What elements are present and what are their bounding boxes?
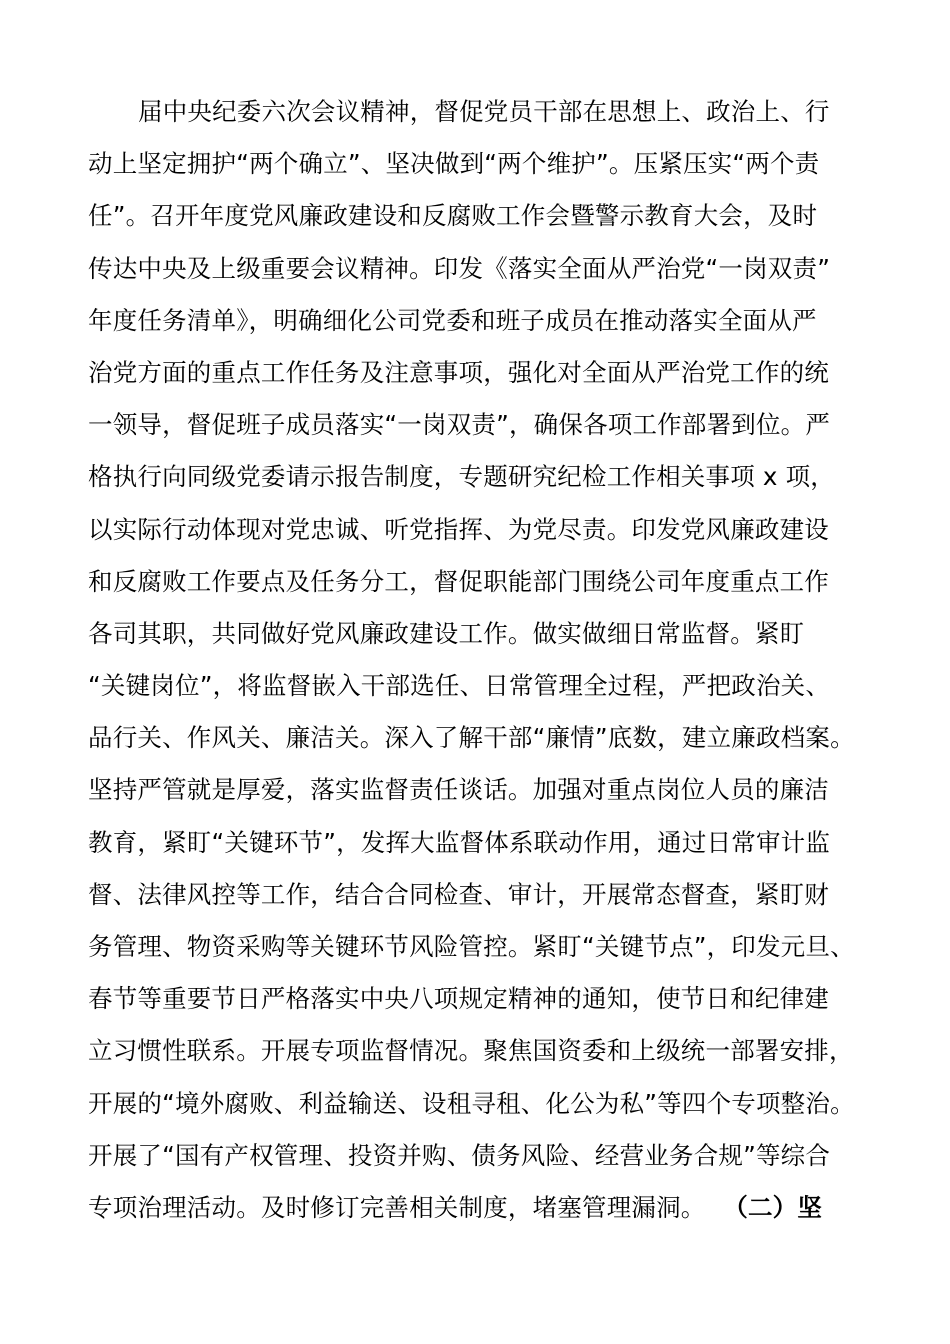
text-line-5: 年度任务清单》，明确细化公司党委和班子成员在推动落实全面从严: [88, 305, 817, 335]
text-line-6: 治党方面的重点工作任务及注意事项，强化对全面从严治党工作的统: [88, 357, 829, 387]
text-line-21: 开展了“国有产权管理、投资并购、债务风险、经营业务合规”等综合: [88, 1140, 831, 1170]
text-line-4: 传达中央及上级重要会议精神。印发《落实全面从严治党“一岗双责”: [88, 253, 831, 283]
text-line-14: 坚持严管就是厚爱，落实监督责任谈话。加强对重点岗位人员的廉洁: [88, 775, 829, 805]
body-paragraph: [88, 86, 868, 1234]
text-line-18: 春节等重要节日严格落实中央八项规定精神的通知，使节日和纪律建: [88, 984, 829, 1014]
text-line-3: 任”。召开年度党风廉政建设和反腐败工作会暨警示教育大会，及时: [88, 201, 818, 231]
text-line-7: 一领导，督促班子成员落实“一岗双责”，确保各项工作部署到位。严: [88, 410, 831, 440]
text-line-22: [88, 1182, 868, 1234]
text-line-22-body: 专项治理活动。及时修订完善相关制度，堵塞管理漏洞。: [88, 1192, 706, 1222]
text-line-12: “关键岗位”，将监督嵌入干部选任、日常管理全过程，严把政治关、: [88, 671, 831, 701]
text-line-8: 格执行向同级党委请示报告制度，专题研究纪检工作相关事项 x 项，: [88, 462, 835, 492]
section-heading-fragment: （二）坚: [735, 1192, 823, 1222]
text-line-20: 开展的“境外腐败、利益输送、设租寻租、化公为私”等四个专项整治。: [88, 1088, 855, 1118]
text-line-11: 各司其职，共同做好党风廉政建设工作。做实做细日常监督。紧盯: [88, 618, 805, 648]
text-line-13: 品行关、作风关、廉洁关。深入了解干部“廉情”底数，建立廉政档案。: [88, 723, 855, 753]
text-line-16: 督、法律风控等工作，结合合同检查、审计，开展常态督查，紧盯财: [88, 879, 829, 909]
text-line-9: 以实际行动体现对党忠诚、听党指挥、为党尽责。印发党风廉政建设: [88, 514, 829, 544]
text-line-2: 动上坚定拥护“两个确立”、坚决做到“两个维护”。压紧压实“两个责: [88, 149, 820, 179]
text-line-15: 教育，紧盯“关键环节”，发挥大监督体系联动作用，通过日常审计监: [88, 827, 831, 857]
text-line-10: 和反腐败工作要点及任务分工，督促职能部门围绕公司年度重点工作: [88, 566, 829, 596]
text-line-19: 立习惯性联系。开展专项监督情况。聚焦国资委和上级统一部署安排，: [88, 1036, 854, 1066]
text-line-1: 届中央纪委六次会议精神，督促党员干部在思想上、政治上、行: [138, 97, 830, 126]
text-line-17: 务管理、物资采购等关键环节风险管控。紧盯“关键节点”，印发元旦、: [88, 932, 855, 961]
